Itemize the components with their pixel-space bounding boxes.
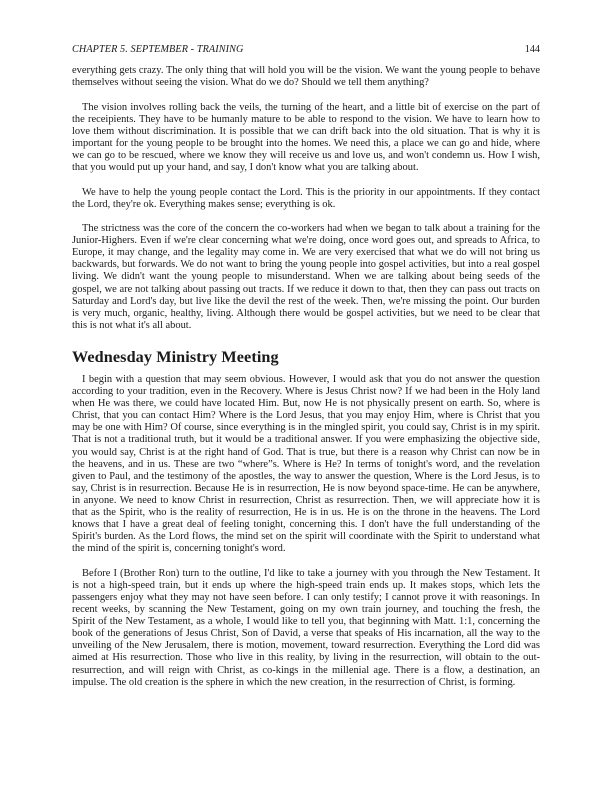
page-number: 144 [524,44,540,55]
paragraph: Before I (Brother Ron) turn to the outline, I'd like to take a journey with you through the New Testament. It is not a high-speed train, but it ends up where the high-speed train ends up. It makes stops, which lets the passengers enjoy what they may not have seen before. I can only testify; I cannot prove it with reasonings. In recent weeks, by scanning the New Testament, going on my own train journey, and touching the fresh, the Spirit of the New Testament, as a whole, I would like to tell you, that beginning with Matt. 1:1, concerning the book of the generations of Jesus Christ, Son of David, a verse that speaks of His incarnation, all the way to the unveiling of the New Jerusalem, there is motion, movement, toward resurrection. Everything the Lord did was aimed at His resurrection. Those who live in this reality, by living in the resurrection, will obtain to the out-resurrection, and will reign with Christ, as co-kings in the millenial age. There is a flow, a destination, an impulse. The old creation is the sphere in which the new creation, in the resurrection of Christ, is forming. [72,567,540,688]
paragraph: We have to help the young people contact the Lord. This is the priority in our appointments. If they contact the Lord, they're ok. Everything makes sense; everything is ok. [72,186,540,210]
chapter-title: CHAPTER 5. SEPTEMBER - TRAINING [72,44,244,55]
section-heading: Wednesday Ministry Meeting [72,347,279,366]
paragraph: The strictness was the core of the concern the co-workers had when we began to talk about a training for the Junior-Highers. Even if we're clear concerning what we're doing, once word goes out, and spreads to Africa, to Europe, it may change, and the legality may come in. We are very exercised that what we do will not bring us backwards, but forwards. We do not want to bring the young people into gospel activities, but into a real gospel living. We didn't want the young people to misunderstand. When we are talking about being seeds of the gospel, we are not talking about passing out tracts. If we reduce it down to that, then they can pass out tracts on Saturday and Lord's day, but live like the devil the rest of the week. Then, we're missing the point. Our burden is very much, organic, healthy, living. Although there would be gospel activities, but we need to be clear that this is not what it's all about. [72,223,540,331]
body-text [72,65,540,701]
paragraph: everything gets crazy. The only thing that will hold you will be the vision. We want the young people to behave themselves without seeing the vision. What do we do? Should we tell them anything? [72,65,540,89]
running-header [72,44,540,58]
paragraph: The vision involves rolling back the veils, the turning of the heart, and a little bit of exercise on the part of the receipients. They have to be humanly mature to be able to respond to the vision. We have to learn how to love them without discrimination. It is possible that we can drift back into the old situation. That is why it is important for the young people to be brought into the homes. We need this, a place we can go and hide, where we can go to be rescued, where we know they will receive us and love us, and won't condemn us. How I wish, that you would put up your hand, and say, I don't know what you are talking about. [72,101,540,174]
paragraph: I begin with a question that may seem obvious. However, I would ask that you do not answer the question according to your tradition, even in the Recovery. Where is Jesus Christ now? If we had been in the Holy land when He was there, we could have located Him. But, now He is not physically present on earth. So, where is Christ, that you can contact Him? Where is the Lord Jesus, that you may enjoy Him, where is Christ that you may be one with Him? Of course, since everything is in the mingled spirit, you could say, Christ is in my spirit. That is not a traditional truth, but it would be a traditional answer. If you were emphasizing the objective side, you would say, Christ is at the right hand of God. That is true, but there is a reason why Christ can now be in the heavens, and in us. These are two “where”s. Where is He? In terms of tonight's word, and the revelation given to Paul, and the testimony of the apostles, the way to answer the question, Where is the Lord Jesus, is to say, Christ is in resurrection. Because He is in resurrection, He is now beyond space-time. He can be anywhere, in anyone. We need to know Christ in resurrection, Christ as resurrection. Then, we will appreciate how it is that as the Spirit, who is the reality of resurrection, He is in us. He is on the throne in the heavens. The Lord knows that I have a great deal of feeling tonight, concerning this. I don't have the full understanding of the Spirit's burden. As the Lord flows, the mind set on the spirit will coordinate with the Spirit to understand what the mind of the spirit is, concerning tonight's word. [72,373,540,555]
